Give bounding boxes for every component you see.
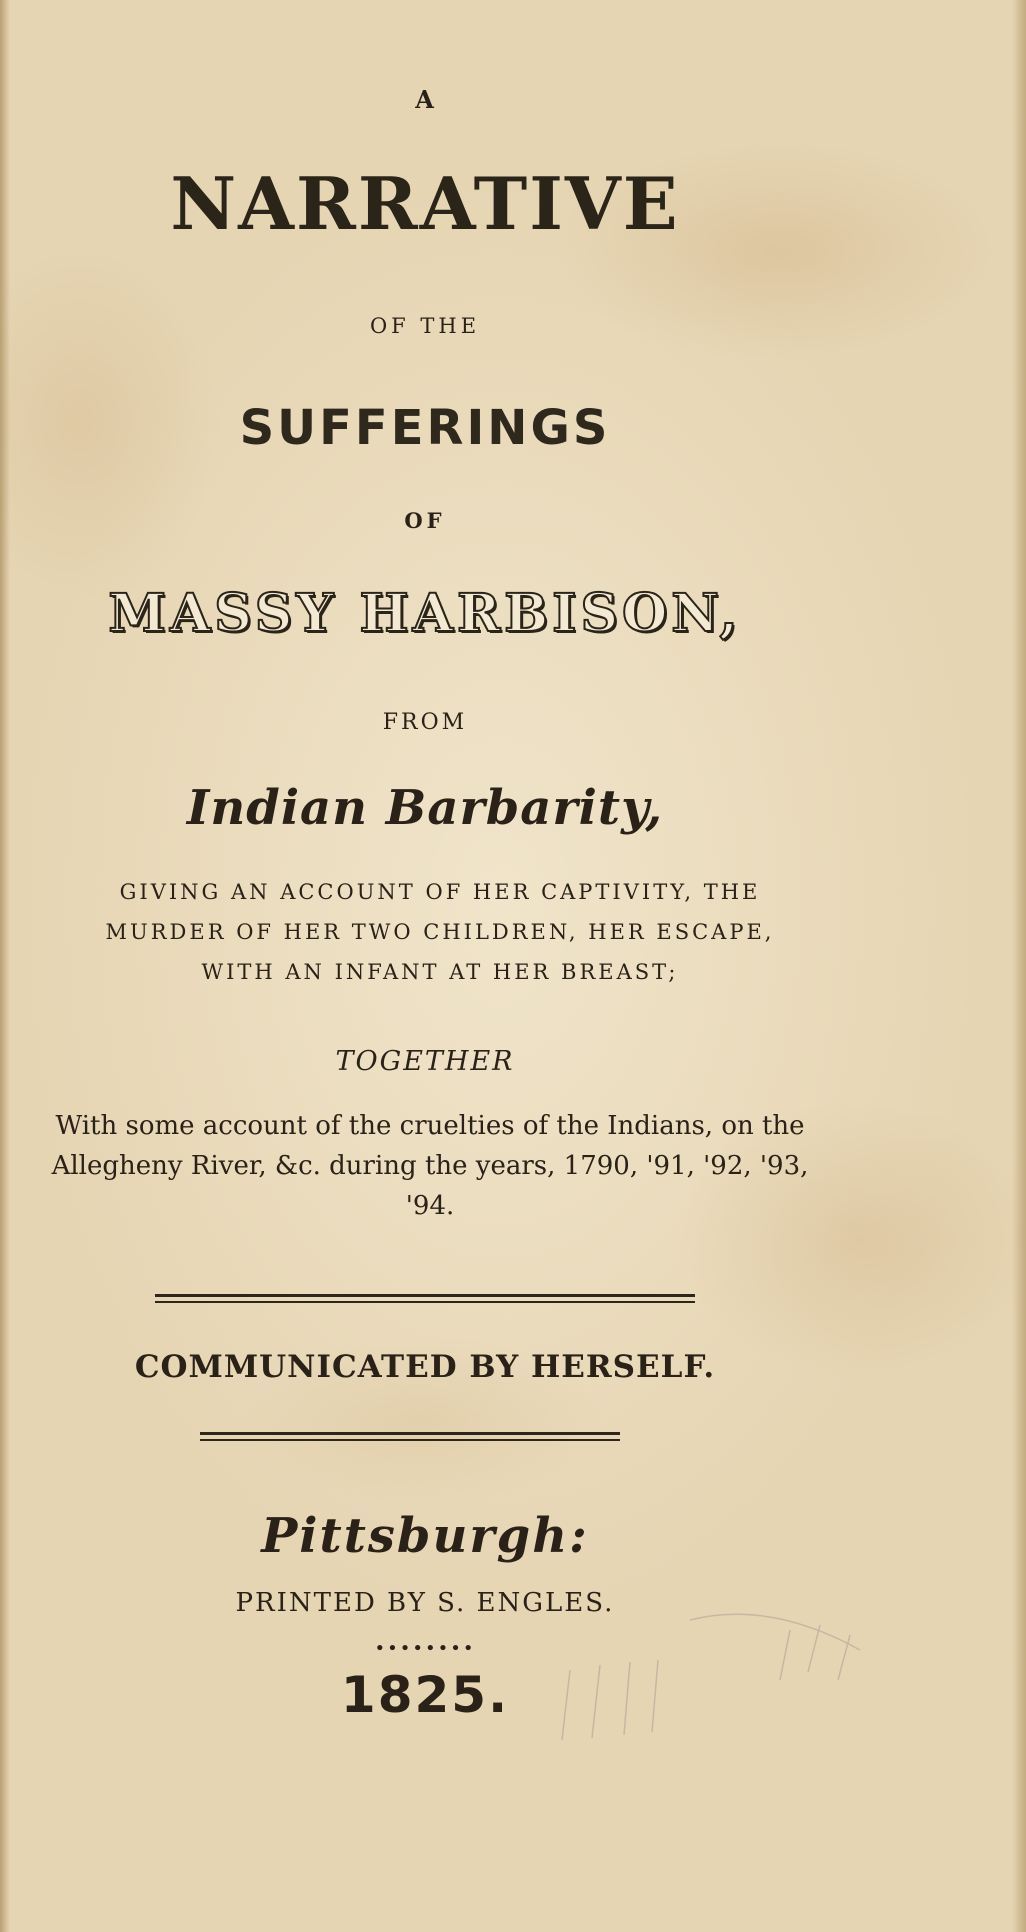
printer-text: PRINTED BY S. ENGLES. (235, 1588, 615, 1618)
title-sufferings: SUFFERINGS (239, 400, 611, 456)
indian-barbarity-text: Indian Barbarity, (186, 780, 664, 836)
communicated-text: COMMUNICATED BY HERSELF. (134, 1349, 716, 1385)
dot-ornament: •••••••• (374, 1638, 476, 1659)
of-the-text: OF THE (369, 314, 481, 338)
title-narrative: NARRATIVE (170, 161, 680, 246)
double-rule-bottom (200, 1432, 620, 1435)
with-account-paragraph: With some account of the cruelties of the Indians, on the Allegheny River, &c. during the years, 1790, '91, '92, '93, '94. (51, 1111, 809, 1221)
double-rule-top (155, 1294, 695, 1297)
subject-name: MASSY HARBISON, (108, 583, 742, 644)
together-text: TOGETHER (335, 1046, 515, 1077)
of-text: OF (404, 508, 446, 533)
place-of-publication: Pittsburgh: (261, 1508, 589, 1564)
from-text: FROM (382, 710, 468, 735)
article-a: A (415, 85, 435, 114)
publication-year: 1825. (340, 1666, 510, 1724)
pencil-marks (540, 1610, 920, 1750)
account-paragraph: GIVING AN ACCOUNT OF HER CAPTIVITY, THE MURDER OF HER TWO CHILDREN, HER ESCAPE, WITH AN INFANT AT HER BREAST; (105, 880, 775, 984)
